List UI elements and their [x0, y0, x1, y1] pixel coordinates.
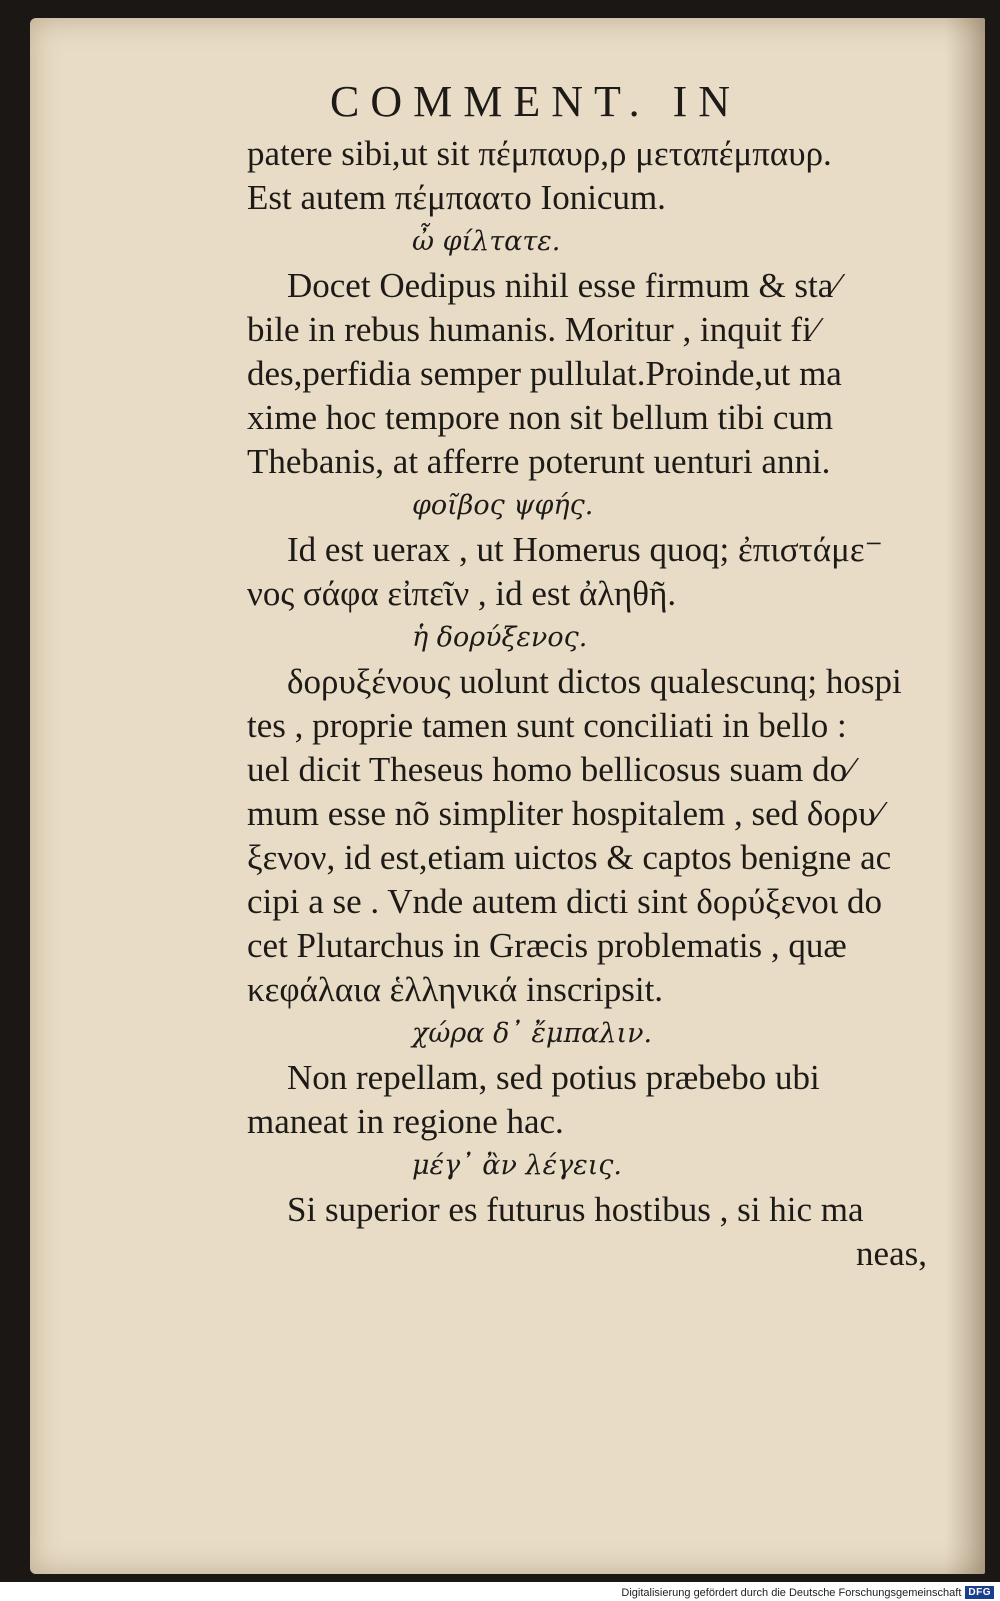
greek-lemma-line: φοῖβος ψφής. [412, 490, 594, 521]
greek-lemma-line: χώρα δ᾽ ἔμπαλιν. [412, 1018, 653, 1049]
text-line: maneat in regione hac. [247, 1102, 564, 1141]
running-head: COMMENT. IN [330, 77, 742, 126]
text-line: δορυξένους uolunt dictos qualescunq; hospi [287, 662, 902, 701]
text-line: Docet Oedipus nihil esse firmum & sta⁄ [287, 266, 840, 305]
text-line: patere sibi,ut sit πέμπαυρ,ρ μεταπέμπαυρ. [247, 134, 832, 173]
text-line: mum esse nõ simpliter hospitalem , sed δορυ⁄ [247, 794, 882, 833]
text-line: tes , proprie tamen sunt conciliati in bello : [247, 706, 847, 745]
text-line: κεφάλαια ἑλληνικά inscripsit. [247, 970, 664, 1009]
text-block [247, 132, 937, 1276]
text-line: des,perfidia semper pullulat.Proinde,ut ma [247, 354, 842, 393]
text-line: ξενον, id est,etiam uictos & captos benigne ac [247, 838, 892, 877]
text-line: νος σάφα εἰπεῖν , id est ἀληθῆ. [247, 574, 677, 613]
text-line: bile in rebus humanis. Moritur , inquit fi⁄ [247, 310, 818, 349]
credit-text: Digitalisierung gefördert durch die Deutsche Forschungsgemeinschaft [621, 1586, 962, 1599]
greek-lemma-line: μέγ᾽ ἂν λέγεις. [412, 1150, 623, 1181]
text-line: xime hoc tempore non sit bellum tibi cum [247, 398, 834, 437]
text-line: Si superior es futurus hostibus , si hic ma [287, 1190, 864, 1229]
digitization-credit [621, 1586, 994, 1599]
text-line: cet Plutarchus in Græcis problematis , quæ [247, 926, 847, 965]
greek-lemma-line: ἡ δορύξενος. [412, 622, 588, 653]
text-line: cipi a se . Vnde autem dicti sint δορύξενοι do [247, 882, 882, 921]
page-edge-shadow [945, 18, 985, 1574]
text-line: neas, [856, 1234, 927, 1273]
dfg-logo: DFG [965, 1586, 994, 1599]
text-line: Non repellam, sed potius præbebo ubi [287, 1058, 820, 1097]
text-line: uel dicit Theseus homo bellicosus suam do⁄ [247, 750, 853, 789]
text-line: Thebanis, at afferre poterunt uenturi anni. [247, 442, 831, 481]
text-line: Est autem πέμπαατο Ionicum. [247, 178, 666, 217]
text-line: Id est uerax , ut Homerus quoq; ἐπιστάμε⁻ [287, 530, 884, 569]
greek-lemma-line: ὦ φίλτατε. [412, 226, 561, 257]
